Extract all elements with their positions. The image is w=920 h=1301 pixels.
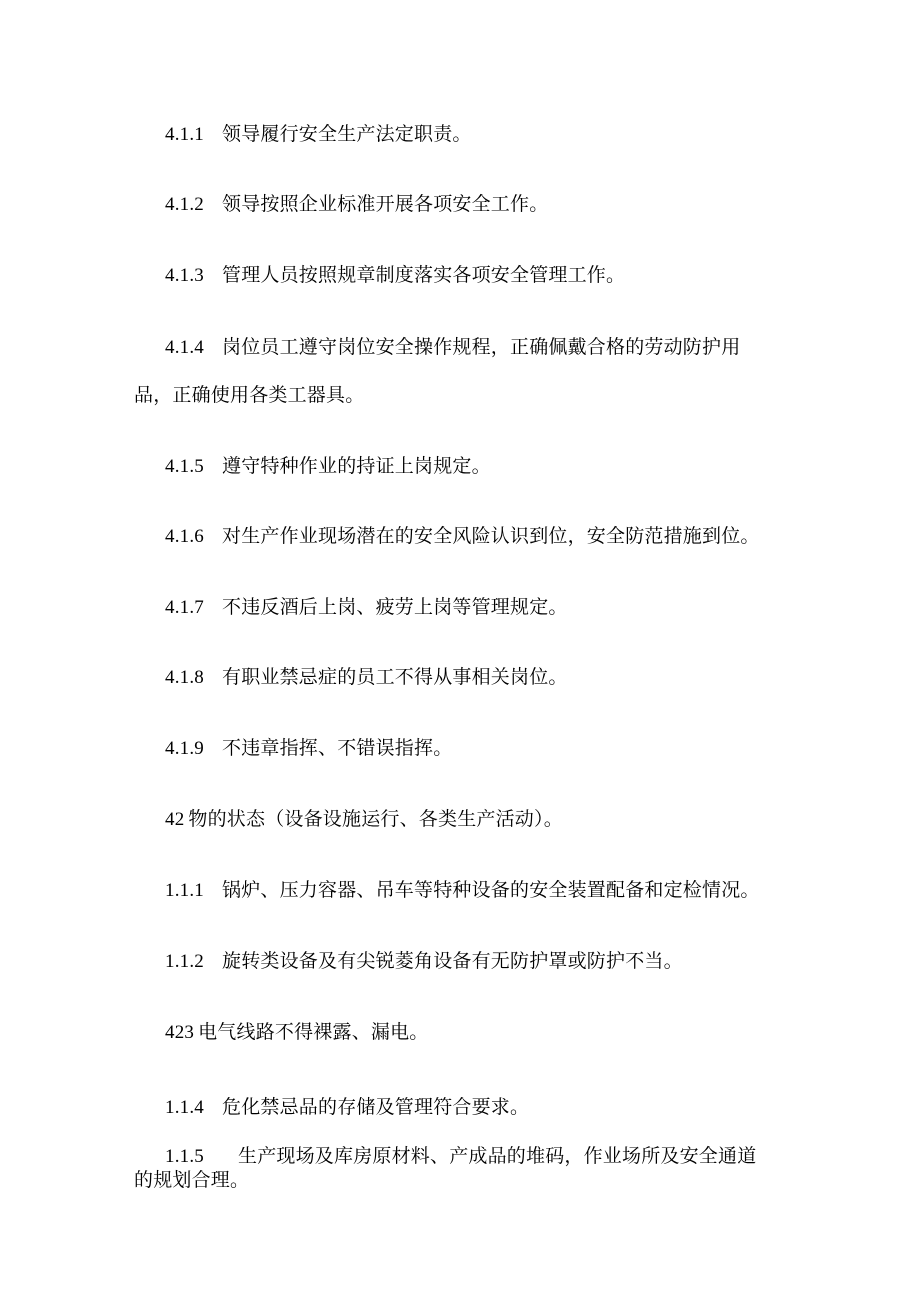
- item-4-2-3: [165, 1020, 429, 1045]
- item-number: 1.1.1: [165, 880, 204, 901]
- item-1-1-5: [165, 1144, 756, 1169]
- item-number: 1.1.2: [165, 951, 204, 972]
- item-text: 旋转类设备及有尖锐菱角设备有无防护罩或防护不当。: [222, 950, 683, 972]
- item-4-1-4-continuation: [134, 383, 364, 407]
- item-text: 岗位员工遵守岗位安全操作规程，正确佩戴合格的劳动防护用: [222, 336, 741, 358]
- item-number: 4.1.3: [165, 265, 204, 286]
- item-4-1-1: [165, 122, 472, 147]
- item-number: 1.1.5: [165, 1146, 204, 1167]
- item-4-1-5: [165, 454, 491, 479]
- item-text: 不违反酒后上岗、疲劳上岗等管理规定。: [222, 596, 568, 618]
- item-number: 4.1.4: [165, 337, 204, 358]
- item-4-1-9: [165, 736, 452, 761]
- item-4-1-4: [165, 335, 740, 360]
- section-number: 42: [165, 809, 185, 830]
- item-1-1-2: [165, 949, 683, 974]
- item-text: 管理人员按照规章制度落实各项安全管理工作。: [222, 264, 626, 286]
- item-text: 领导履行安全生产法定职责。: [222, 123, 472, 145]
- item-text: 危化禁忌品的存储及管理符合要求。: [222, 1096, 530, 1118]
- item-text: 对生产作业现场潜在的安全风险认识到位，安全防范措施到位。: [222, 525, 760, 547]
- item-text: 锅炉、压力容器、吊车等特种设备的安全装置配备和定检情况。: [222, 879, 760, 901]
- item-4-1-3: [165, 263, 625, 288]
- item-text: 遵守特种作业的持证上岗规定。: [222, 455, 491, 477]
- item-number: 4.1.8: [165, 667, 204, 688]
- item-text-continuation: 品，正确使用各类工器具。: [134, 384, 365, 406]
- item-number: 4.1.1: [165, 124, 204, 145]
- item-1-1-4: [165, 1095, 529, 1120]
- item-4-1-7: [165, 595, 568, 620]
- item-number: 4.1.6: [165, 526, 204, 547]
- item-4-1-2: [165, 192, 548, 217]
- item-text-continuation: 的规划合理。: [134, 1169, 250, 1191]
- item-1-1-5-continuation: [134, 1168, 249, 1192]
- section-4-2-heading: [165, 807, 563, 832]
- item-4-1-6: [165, 524, 760, 549]
- item-text: 有职业禁忌症的员工不得从事相关岗位。: [222, 666, 568, 688]
- item-1-1-1: [165, 878, 760, 903]
- item-text: 生产现场及库房原材料、产成品的堆码，作业场所及安全通道: [238, 1145, 757, 1167]
- item-4-1-8: [165, 665, 568, 690]
- item-number: 4.1.2: [165, 194, 204, 215]
- item-number: 423: [165, 1022, 195, 1043]
- item-number: 4.1.5: [165, 456, 204, 477]
- item-number: 4.1.9: [165, 738, 204, 759]
- item-number: 1.1.4: [165, 1097, 204, 1118]
- item-number: 4.1.7: [165, 597, 204, 618]
- item-text: 领导按照企业标准开展各项安全工作。: [222, 193, 549, 215]
- item-text: 电气线路不得裸露、漏电。: [198, 1021, 429, 1043]
- item-text: 不违章指挥、不错误指挥。: [222, 737, 453, 759]
- section-text: 物的状态（设备设施运行、各类生产活动）。: [188, 808, 563, 830]
